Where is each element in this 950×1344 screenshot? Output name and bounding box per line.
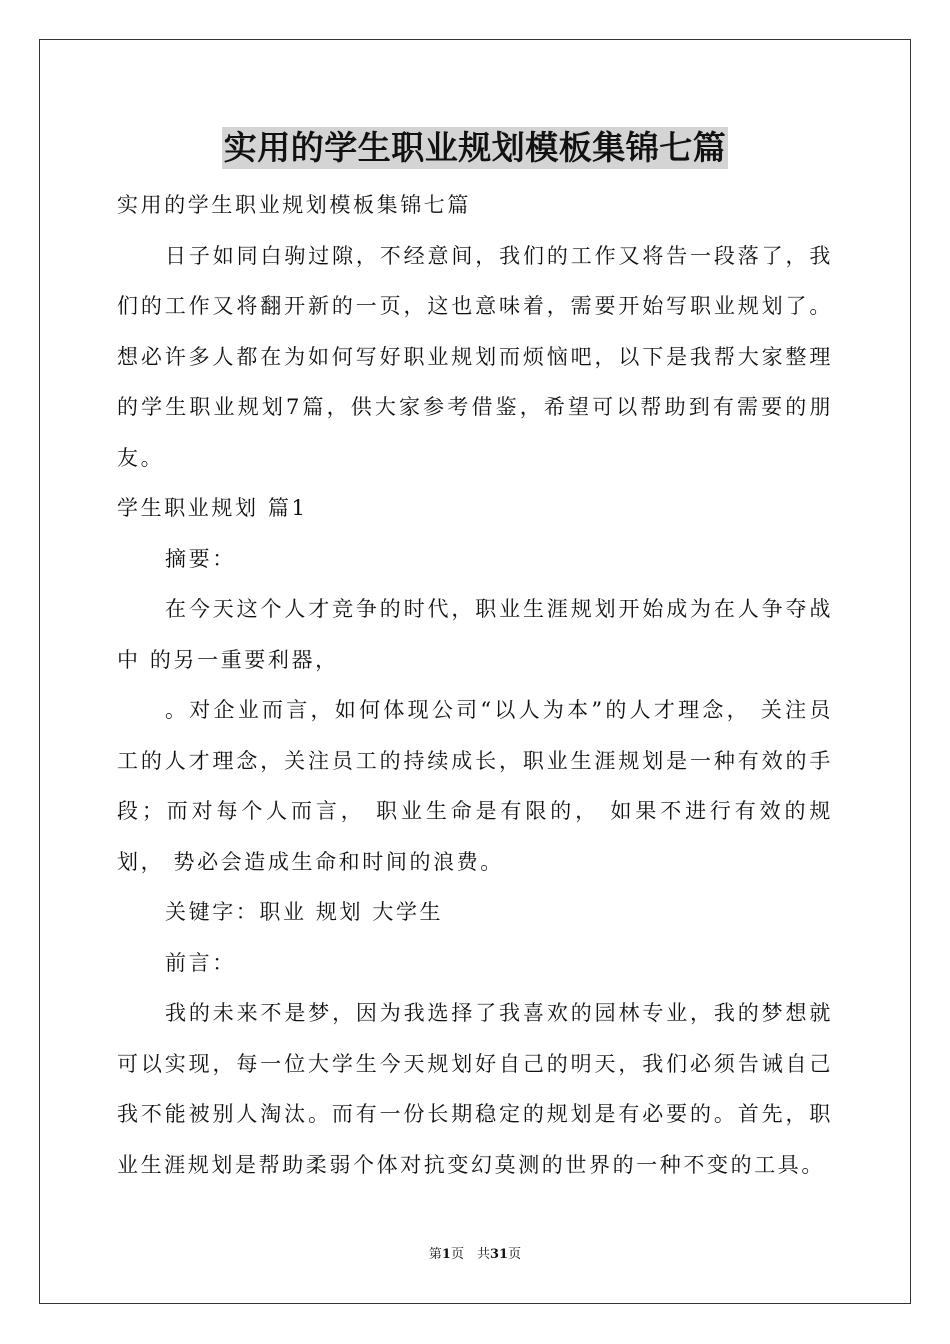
abstract-paragraph-2: 。对企业而言，如何体现公司“以人为本”的人才理念， 关注员工的人才理念，关注员工的持续成长，职业生涯规划是一种有效的手段；而对每个人而言， 职业生命是有限的， 如果不进行有效的规划， 势必会造成生命和时间的浪费。 — [117, 698, 833, 874]
intro-paragraph: 日子如同白驹过隙，不经意间，我们的工作又将告一段落了，我们的工作又将翻开新的一页，这也意味着，需要开始写职业规划了。想必许多人都在为如何写好职业规划而烦恼吧，以下是我帮大家整理的学生职业规划7篇，供大家参考借鉴，希望可以帮助到有需要的朋友。 — [117, 243, 833, 470]
footer-mid: 页 共 — [450, 1247, 490, 1262]
document-subtitle: 实用的学生职业规划模板集锦七篇 — [117, 193, 471, 217]
footer-suffix: 页 — [508, 1247, 522, 1262]
page-footer — [0, 1247, 950, 1263]
preface-label: 前言： — [165, 950, 236, 975]
section-heading: 学生职业规划 篇1 — [117, 496, 308, 520]
keywords-line: 关键字：职业 规划 大学生 — [165, 900, 444, 924]
document-title: 实用的学生职业规划模板集锦七篇 — [223, 128, 727, 167]
document-body — [117, 180, 833, 1190]
footer-current-page: 1 — [441, 1247, 451, 1262]
footer-prefix: 第 — [428, 1247, 442, 1262]
preface-paragraph: 我的未来不是梦，因为我选择了我喜欢的园林专业，我的梦想就可以实现，每一位大学生今天规划好自己的明天，我们必须告诫自己我不能被别人淘汰。而有一份长期稳定的规划是有必要的。首先，职业生涯规划是帮助柔弱个体对抗变幻莫测的世界的一种不变的工具。 — [117, 1001, 833, 1177]
abstract-label: 摘要： — [165, 546, 236, 571]
abstract-paragraph-1: 在今天这个人才竞争的时代，职业生涯规划开始成为在人争夺战中 的另一重要利器， — [117, 597, 833, 672]
footer-total-pages: 31 — [489, 1247, 509, 1262]
title-container — [0, 127, 950, 169]
